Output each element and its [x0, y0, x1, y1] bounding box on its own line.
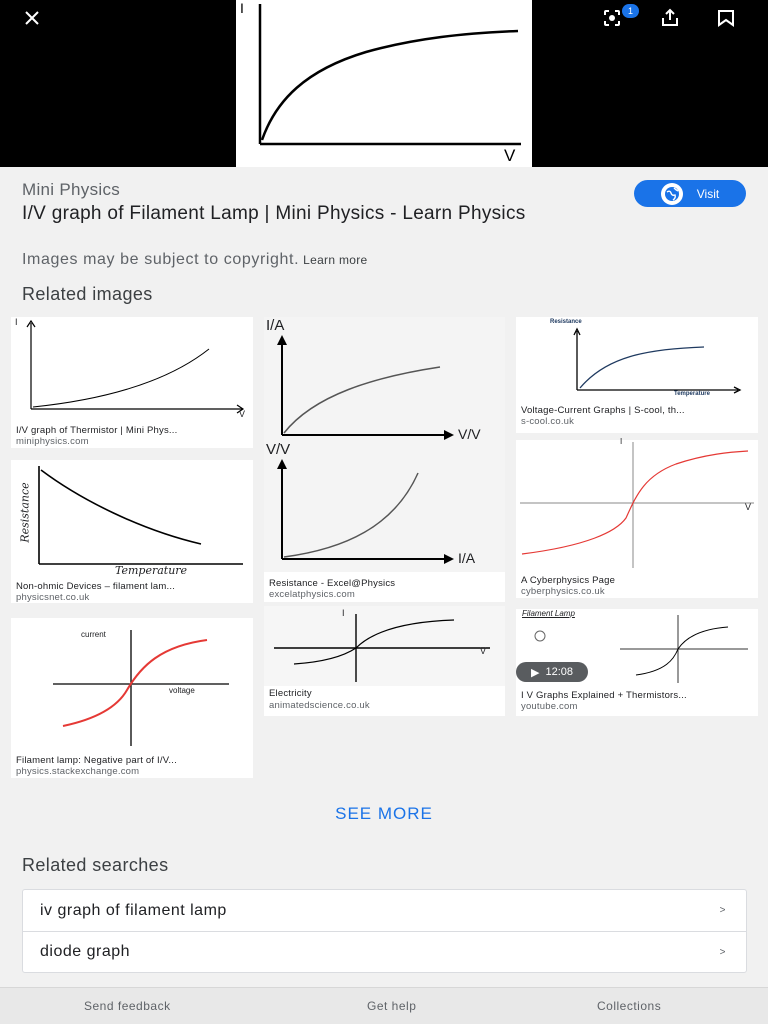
related-search-item[interactable] — [23, 890, 746, 931]
related-image-source: miniphysics.com — [16, 436, 89, 447]
related-image-title: Filament lamp: Negative part of I/V... — [16, 755, 177, 766]
related-image-title: Resistance - Excel@Physics — [269, 578, 396, 589]
related-image-title: A Cyberphysics Page — [521, 575, 616, 586]
related-image-card[interactable] — [11, 618, 253, 778]
thumb-axis-y-label: I — [620, 437, 623, 446]
thumb-axis-x-label: Temperature — [674, 391, 710, 397]
result-panel — [0, 167, 768, 987]
related-image-title: Electricity — [269, 688, 312, 699]
thumb-axis-x-label: V — [480, 646, 487, 656]
thumb-axis-y-label: Resistance — [550, 319, 582, 325]
copyright-notice — [22, 251, 368, 269]
result-source: Mini Physics — [22, 180, 121, 199]
thumb-axis-x-label: Temperature — [115, 564, 188, 577]
result-title[interactable]: I/V graph of Filament Lamp | Mini Physics - Learn Physics — [22, 203, 526, 224]
thumb-header-label: Filament Lamp — [522, 609, 575, 618]
thumb-axis-y-label: V/V — [266, 441, 291, 458]
related-image-card[interactable] — [516, 437, 758, 598]
thumb-axis-y-label: I — [15, 317, 18, 327]
thumb-axis-x-label: V/V — [458, 426, 481, 442]
chevron-right-icon: > — [719, 905, 726, 916]
related-searches-heading: Related searches — [22, 855, 169, 875]
related-image-card[interactable] — [264, 606, 505, 716]
related-image-source: excelatphysics.com — [269, 589, 355, 600]
visit-label: Visit — [696, 186, 720, 201]
related-image-card[interactable] — [264, 317, 505, 602]
related-image-title: I/V graph of Thermistor | Mini Phys... — [16, 425, 178, 436]
related-image-source: animatedscience.co.uk — [269, 700, 370, 711]
related-image-title: Voltage-Current Graphs | S-cool, th... — [521, 405, 685, 416]
hero-axis-y-label: I — [240, 0, 244, 16]
related-image-card[interactable] — [11, 460, 253, 603]
related-searches-list — [22, 889, 747, 973]
related-image-card[interactable] — [516, 317, 758, 433]
lens-icon[interactable] — [600, 6, 624, 30]
hero-axis-x-label: V — [504, 146, 516, 165]
related-search-item[interactable] — [23, 931, 746, 972]
related-search-label: diode graph — [40, 943, 131, 960]
video-duration-badge — [516, 662, 588, 682]
related-images-heading: Related images — [22, 284, 153, 304]
related-image-source: youtube.com — [521, 701, 578, 712]
get-help-link[interactable]: Get help — [367, 999, 417, 1013]
thumb-axis-y-label: Resistance — [18, 482, 32, 543]
send-feedback-link[interactable]: Send feedback — [84, 999, 171, 1013]
thumb-axis-x-label: V — [239, 409, 246, 419]
chevron-right-icon: > — [719, 946, 726, 958]
close-icon[interactable] — [20, 6, 44, 30]
related-image-title: I V Graphs Explained + Thermistors... — [521, 690, 687, 701]
related-image-source: cyberphysics.co.uk — [521, 586, 605, 597]
collections-link[interactable]: Collections — [597, 999, 662, 1013]
related-search-label: iv graph of filament lamp — [40, 901, 227, 919]
hero-image[interactable] — [236, 0, 532, 167]
thumb-axis-y-label: I/A — [266, 317, 285, 334]
related-image-source: s-cool.co.uk — [521, 416, 575, 427]
bookmark-icon[interactable] — [714, 6, 738, 30]
related-image-source: physics.stackexchange.com — [16, 766, 140, 777]
thumb-axis-y-label: current — [81, 630, 106, 639]
thumb-axis-x-label: V — [745, 502, 752, 512]
video-duration: 12:08 — [545, 666, 573, 678]
footer-bar — [0, 987, 768, 1024]
see-more-button[interactable]: SEE MORE — [335, 804, 433, 823]
related-image-title: Non-ohmic Devices – filament lam... — [16, 581, 176, 592]
related-image-source: physicsnet.co.uk — [16, 592, 90, 603]
play-icon: ▶ — [531, 666, 540, 679]
learn-more-link[interactable]: Learn more — [303, 253, 368, 267]
visit-button[interactable] — [634, 180, 746, 207]
share-icon[interactable] — [658, 6, 682, 30]
globe-icon — [661, 183, 683, 205]
related-image-card[interactable] — [11, 317, 253, 448]
copyright-text: Images may be subject to copyright. — [22, 251, 300, 268]
lens-badge: 1 — [622, 4, 639, 18]
thumb-axis-y-label: I — [342, 608, 345, 618]
image-viewer-header — [0, 0, 768, 167]
thumb-axis-x-label: I/A — [458, 550, 476, 566]
thumb-axis-x-label: voltage — [169, 686, 195, 695]
